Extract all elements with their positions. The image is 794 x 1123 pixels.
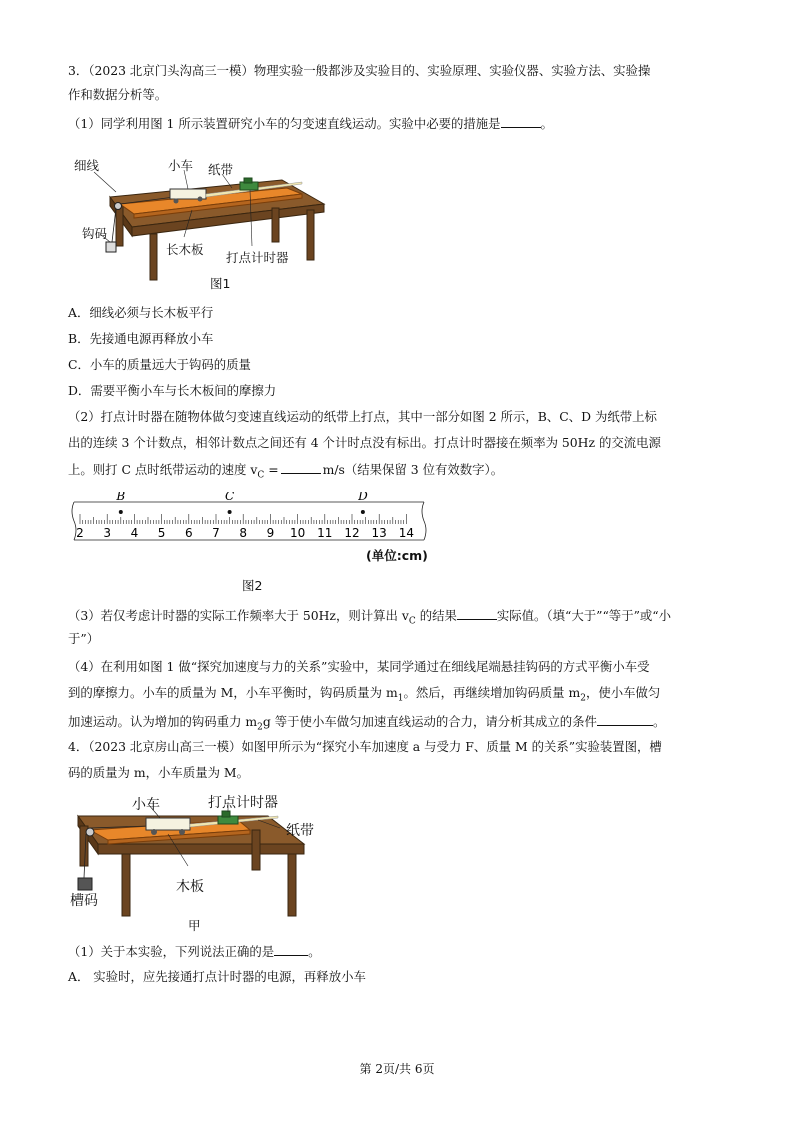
label-board: 长木板	[166, 242, 204, 257]
q4-sub1-end: 。	[308, 944, 321, 959]
q4-sub1	[68, 942, 728, 961]
q3-sub4-text4: 加速运动。认为增加的钩码重力 m	[68, 714, 258, 729]
q3-sub4-line2	[68, 684, 728, 707]
option-d: D．需要平衡小车与长木板间的摩擦力	[68, 383, 277, 398]
q3-sub2-text: 上。则打 C 点时纸带运动的速度 v	[68, 462, 258, 477]
figure-2-caption: 图2	[242, 578, 263, 593]
ruler-tick-label: 2	[76, 526, 84, 540]
counting-point-B	[119, 510, 123, 514]
answer-blank[interactable]	[274, 942, 308, 956]
q3-sub1-text: （1）同学利用图 1 所示装置研究小车的匀变速直线运动。实验中必要的措施是	[68, 116, 501, 131]
counting-point-label: D	[358, 492, 368, 503]
q3-sub4-line1: （4）在利用如图 1 做“探究加速度与力的关系”实验中，某同学通过在细线尾端悬挂钩码的方式平衡小车受	[68, 659, 650, 674]
page-footer: 第 2页/共 6页	[359, 1062, 435, 1076]
label-timer: 打点计时器	[226, 250, 289, 265]
q3-sub3-text2: 的结果	[415, 608, 457, 623]
label-cart: 小车	[168, 158, 194, 173]
label-board: 木板	[176, 879, 204, 895]
ruler-tick-label: 14	[398, 526, 415, 540]
ruler-tick-label: 3	[103, 526, 112, 540]
q3-intro-line2: 作和数据分析等。	[68, 87, 168, 102]
q3-sub3-end: 实际值。（填“大于”“等于”或“小	[496, 608, 672, 623]
q3-sub4-text5: g 等于使小车做匀加速直线运动的合力，请分析其成立的条件	[262, 714, 597, 729]
label-cart: 小车	[132, 797, 160, 813]
ruler	[70, 492, 430, 548]
ruler-tick-label: 7	[212, 526, 220, 540]
q3-intro-line1: 3．（2023 北京门头沟高三一模）物理实验一般都涉及实验目的、实验原理、实验仪器、实验方法、实验操	[68, 63, 651, 78]
figure-1-drawing	[72, 152, 332, 282]
label-weight: 槽码	[70, 893, 98, 909]
q3-sub2-line3	[68, 460, 728, 484]
q3-sub4-text: 到的摩擦力。小车的质量为 M，小车平衡时，钩码质量为 m	[68, 685, 398, 700]
answer-blank[interactable]	[281, 460, 321, 474]
ruler-tick-label: 8	[239, 526, 248, 540]
answer-blank[interactable]	[457, 606, 497, 620]
figure-jia-drawing	[68, 790, 338, 930]
subscript: C	[408, 616, 416, 627]
counting-point-D	[361, 510, 365, 514]
label-tape: 纸带	[208, 162, 234, 177]
figure-1	[72, 152, 332, 292]
ruler-tick-label: 4	[130, 526, 139, 540]
subscript: 2	[257, 722, 263, 733]
q3-sub2-end: m/s（结果保留 3 位有效数字）。	[322, 462, 504, 477]
q3-sub4-text3: ，使小车做匀	[585, 685, 661, 700]
q3-sub1-end: 。	[540, 116, 553, 131]
q3-sub4-end: 。	[652, 714, 666, 729]
q3-sub3-line2: 于”）	[68, 631, 100, 646]
ruler-tick-label: 13	[371, 526, 387, 540]
q3-sub3-text: （3）若仅考虑计时器的实际工作频率大于 50Hz，则计算出 v	[68, 608, 409, 623]
ruler-tick-label: 9	[266, 526, 275, 540]
q4-intro-line1: 4．（2023 北京房山高三一模）如图甲所示为“探究小车加速度 a 与受力 F、质量 M 的关系”实验装置图，槽	[68, 739, 662, 754]
q3-sub1	[68, 114, 728, 133]
q4-option-a: A． 实验时，应先接通打点计时器的电源，再释放小车	[68, 969, 366, 984]
counting-point-label: C	[225, 492, 235, 503]
option-a: A．细线必须与长木板平行	[68, 305, 214, 320]
label-tape: 纸带	[286, 823, 314, 839]
ruler-tick-label: 10	[289, 526, 306, 540]
counting-point-C	[228, 510, 232, 514]
subscript: C	[257, 470, 265, 481]
q3-sub4-text2: 。然后，再继续增加钩码质量 m	[403, 685, 581, 700]
label-rope: 细线	[74, 158, 100, 173]
ruler-tick-label: 6	[184, 526, 193, 540]
ruler-tick-label: 12	[344, 526, 360, 540]
q4-intro-line2: 码的质量为 m，小车质量为 M。	[68, 765, 250, 780]
subscript: 1	[397, 693, 404, 704]
option-b: B．先接通电源再释放小车	[68, 331, 214, 346]
option-c: C．小车的质量远大于钩码的质量	[68, 357, 251, 372]
q3-sub3-line1	[68, 606, 728, 630]
figure-1-caption: 图1	[210, 276, 231, 291]
ruler-unit: (单位:cm)	[366, 548, 428, 563]
figure-2	[70, 492, 430, 602]
label-timer: 打点计时器	[208, 795, 278, 811]
subscript: 2	[580, 693, 586, 704]
q3-sub2-eq: =	[264, 462, 279, 477]
q3-sub4-line3	[68, 712, 728, 736]
ruler-tick-label: 5	[157, 526, 166, 540]
figure-jia	[68, 790, 338, 938]
figure-jia-caption: 甲	[188, 918, 201, 933]
answer-blank[interactable]	[597, 712, 653, 726]
q3-sub2-line2: 出的连续 3 个计数点，相邻计数点之间还有 4 个计时点没有标出。打点计时器接在频率为 50Hz 的交流电源	[68, 435, 661, 450]
answer-blank[interactable]	[501, 114, 541, 128]
q4-sub1-text: （1）关于本实验，下列说法正确的是	[68, 944, 275, 959]
q3-sub2-line1: （2）打点计时器在随物体做匀变速直线运动的纸带上打点，其中一部分如图 2 所示，B、C、D 为纸带上标	[68, 409, 657, 424]
counting-point-label: B	[116, 492, 126, 503]
ruler-tick-label: 11	[317, 526, 333, 540]
label-weight: 钩码	[82, 226, 108, 241]
